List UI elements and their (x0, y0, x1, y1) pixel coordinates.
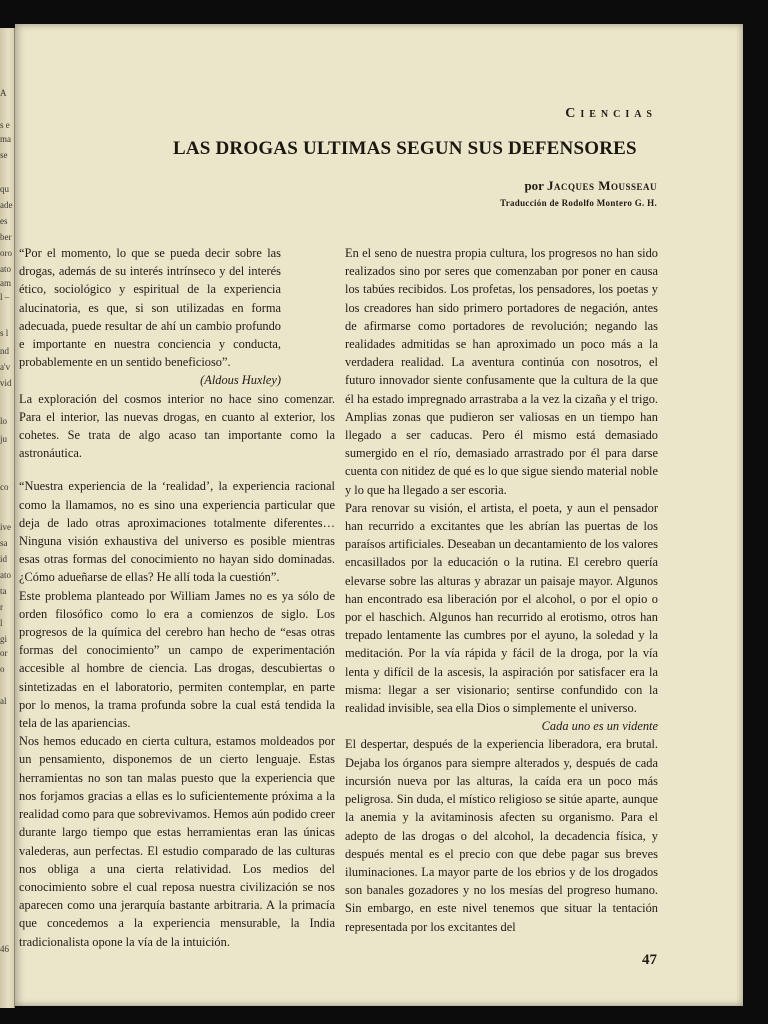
prev-page-fragment: gi (0, 634, 8, 644)
prev-page-fragment: es (0, 216, 8, 226)
prev-page-fragment: nd (0, 346, 9, 356)
prev-page-fragment: ta (0, 586, 7, 596)
right-column (345, 244, 658, 936)
previous-page-edge (0, 28, 15, 1008)
prev-page-fragment: l – (0, 292, 10, 302)
prev-page-fragment: am (0, 278, 11, 288)
byline-prefix: por (524, 178, 544, 193)
prev-page-fragment: s e (0, 120, 10, 130)
prev-page-fragment: ber (0, 232, 12, 242)
prev-page-fragment: sa (0, 538, 8, 548)
right-paragraph: En el seno de nuestra propia cultura, los progresos no han sido realizados sino por seres que comenzaban por poner en causa los tabúes recibidos. Los profetas, los pensadores, los poetas y los creadores han sido primero portadores de negación, antes de afirmarse como portadores de revolución; negando las realidades admitidas se han aproximado un poco más a la verdadera realidad. La aventura continúa con nosotros, el futuro innovador siente confusamente que la cultura de la que él ha estado impregnado arrastraba a la vez la cizaña y el trigo. Amplias zonas que pudieron ser valiosas en un tiempo han llegado a ser caducas. Pero él mismo está demasiado sumergido en el río, demasiado arrastrado por él para darse cuenta con nitidez de qué es lo que sigue siendo material noble y lo que ha llegado a ser escoria. (345, 246, 658, 497)
prev-page-fragment: ade (0, 200, 13, 210)
epigraph-attribution: (Aldous Huxley) (200, 373, 281, 388)
left-paragraph: La exploración del cosmos interior no hace sino comenzar. Para el interior, las nuevas drogas, en cuanto al exterior, los cohetes. Se trata de algo acaso tan importante como la astronáutica. (19, 391, 335, 461)
prev-page-fragment: A (0, 88, 7, 98)
page-number: 47 (642, 952, 657, 968)
magazine-page (15, 24, 743, 1006)
prev-page-fragment: qu (0, 184, 9, 194)
epigraph-quote: “Por el momento, lo que se pueda decir sobre las drogas, además de su interés intrínseco y del interés ético, sociológico y espiritual de la experiencia alucinatoria, es que, si son utilizadas en forma adecuada, puede resultar de ahí un cambio profundo e importante en nuestra conciencia y conducta, probablemente en un sentido beneficioso”. (19, 246, 281, 370)
prev-page-fragment: ato (0, 264, 11, 274)
prev-page-fragment: s l (0, 328, 9, 338)
prev-page-fragment: l (0, 618, 3, 628)
prev-page-fragment: ive (0, 522, 11, 532)
prev-page-fragment: oro (0, 248, 12, 258)
prev-page-fragment: a'v (0, 362, 11, 372)
prev-page-fragment: ju (0, 434, 8, 444)
article-title: LAS DROGAS ULTIMAS SEGUN SUS DEFENSORES (173, 138, 637, 159)
prev-page-fragment: ato (0, 570, 11, 580)
byline (524, 178, 657, 194)
left-column (19, 244, 335, 951)
left-paragraph: “Nuestra experiencia de la ‘realidad’, la experiencia racional como la llamamos, no es sino una experiencia particular que deja de lado otras aproximaciones totalmente diferentes… Ninguna visión exhaustiva del universo es posible mientras esas otras formas del conocimiento no hayan sido dominadas. ¿Cómo adueñarse de ellas? He allí toda la cuestión”. (19, 479, 335, 585)
right-paragraph: Para renovar su visión, el artista, el poeta, y aun el pensador han recurrido a excitantes que les abrían las puertas de los paraísos artificiales. Deseaban un decantamiento de los valores encasillados por la educación o la rutina. El cerebro quería elevarse sobre las alturas y abrazar un paisaje mayor. Algunos han encontrado esa liberación por el alcohol, o por el opio o por el haschich. Algunos han recurrido al erotismo, otros han trepado lentamente las cumbres por el ayuno, la soledad y la meditación. Por la vía rápida y fácil de la droga, por la vía lenta y difícil de la ascesis, la aspiración por satisfacer era la misma: llegar a ser visionario; sentirse confundido con la realidad invisible, sea ella Dios o simplemente el universo. (345, 500, 658, 716)
author-name: Jacques Mousseau (546, 178, 657, 193)
prev-page-fragment: co (0, 482, 9, 492)
prev-page-fragment: vid (0, 378, 12, 388)
prev-page-fragment: 46 (0, 944, 9, 954)
prev-page-fragment: or (0, 648, 8, 658)
prev-page-fragment: se (0, 150, 8, 160)
translation-credit: Traducción de Rodolfo Montero G. H. (500, 198, 657, 208)
right-paragraph: El despertar, después de la experiencia liberadora, era brutal. Dejaba los órganos para siempre alterados y, después de cada incursión nueva por las alturas, la caída era un poco más peligrosa. Sin duda, el místico religioso se sitúe aparte, aunque la anemia y la avitaminosis afecten su organismo. Para el adepto de las drogas o del alcohol, la decadencia física, y después mental es el precio con que debe pagar sus breves iluminaciones. La mayor parte de los ebrios y de los drogados son banales gozadores y no los mesías del progreso humano. Sin embargo, en este nivel tenemos que situar la tentación representada por los excitantes del (345, 737, 658, 934)
prev-page-fragment: o (0, 664, 5, 674)
prev-page-fragment: id (0, 554, 8, 564)
prev-page-fragment: lo (0, 416, 8, 426)
section-label: Ciencias (565, 106, 657, 121)
left-paragraph: Nos hemos educado en cierta cultura, estamos moldeados por un pensamiento, disponemos de un cierto lenguaje. Estas herramientas no son tan malas puesto que la experiencia que nos forjamos gracias a ellas es lo suficientemente próxima a la realidad como para que sobrevivamos. Hemos aún podido creer durante largo tiempo que estas herramientas eran las únicas valederas, aun perfectas. El estudio comparado de las culturas nos obliga a una cierta relatividad. Los medios del conocimiento sobre el cual reposa nuestra civilización se nos aparecen como una jerarquía bastante arbitraria. A la primacía que concedemos a la experiencia mensurable, la India tradicionalista opone la vía de la intuición. (19, 734, 335, 949)
prev-page-fragment: r (0, 602, 3, 612)
prev-page-fragment: ma (0, 134, 11, 144)
subheading: Cada uno es un vidente (541, 719, 658, 734)
prev-page-fragment: al (0, 696, 7, 706)
left-paragraph: Este problema planteado por William James no es ya sólo de orden filosófico como lo era a comienzos de siglo. Los progresos de la química del cerebro han hecho de “esas otras formas del conocimiento” un campo de experimentación accesible al hombre de ciencia. Las drogas, descubiertas o sintetizadas en el laboratorio, permiten contemplar, en parte por lo menos, la trama profunda sobre la cual está tendida la tela de las apariencias. (19, 588, 335, 731)
